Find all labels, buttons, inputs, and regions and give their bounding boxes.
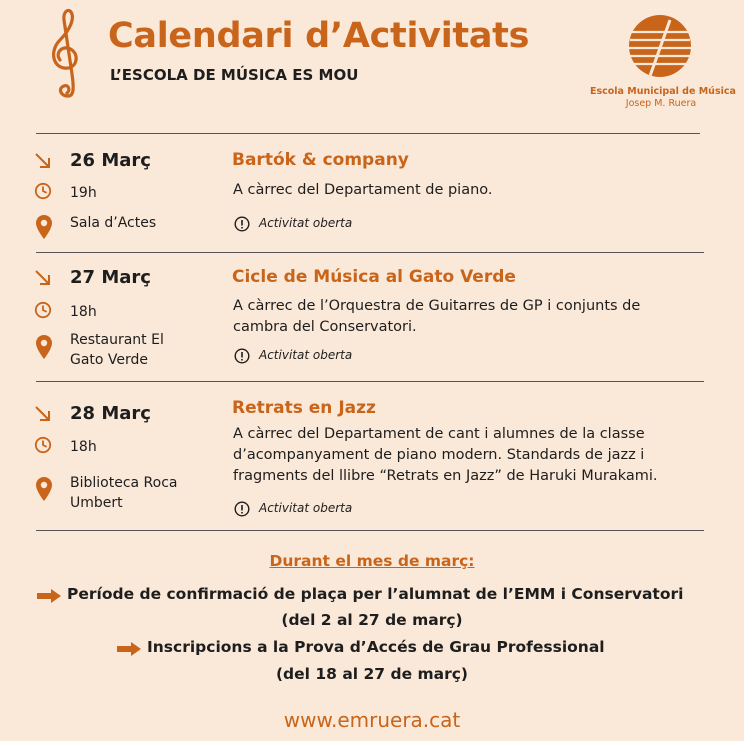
arrow-down-right-icon (34, 268, 52, 288)
notice-text: Inscripcions a la Prova d’Accés de Grau Professional (147, 638, 605, 656)
clock-icon (34, 181, 52, 201)
event-time: 19h (70, 185, 97, 201)
divider (36, 252, 704, 253)
notice-text: Període de confirmació de plaça per l’alumnat de l’EMM i Conservatori (67, 585, 684, 603)
clock-icon (34, 435, 52, 455)
arrow-right-icon (116, 642, 142, 656)
website-link[interactable]: www.emruera.cat (283, 708, 461, 732)
school-logo (628, 14, 692, 78)
event-date: 26 Març (70, 150, 151, 171)
info-circle-icon (234, 501, 250, 517)
event-time: 18h (70, 439, 97, 455)
arrow-down-right-icon (34, 151, 52, 171)
event-status: Activitat oberta (259, 348, 353, 362)
divider (36, 133, 700, 134)
event-description: A càrrec del Departament de cant i alumnes de la classe d’acompanyament de piano modern. Standards de jazz i fragments del llibre “Retrats en Jazz” de Haruki Murakami. (233, 426, 658, 484)
event-description: A càrrec del Departament de piano. (233, 182, 493, 198)
divider (36, 381, 704, 382)
arrow-down-right-icon (34, 404, 52, 424)
school-name: Escola Municipal de Música (590, 86, 736, 97)
page-title: Calendari d’Activitats (108, 16, 530, 56)
event-date: 28 Març (70, 403, 151, 424)
event-title: Retrats en Jazz (232, 398, 376, 418)
divider (36, 530, 704, 531)
location-pin-icon (35, 213, 53, 241)
event-place: Sala d’Actes (70, 215, 157, 231)
event-time: 18h (70, 304, 97, 320)
event-description: A càrrec de l’Orquestra de Guitarres de GP i conjunts de cambra del Conservatori. (233, 298, 641, 335)
event-date: 27 Març (70, 267, 151, 288)
notices-heading: Durant el mes de març: (269, 552, 475, 570)
event-place: Restaurant El Gato Verde (70, 332, 164, 368)
school-subname: Josep M. Ruera (625, 98, 697, 109)
event-status: Activitat oberta (259, 216, 353, 230)
location-pin-icon (35, 333, 53, 361)
notice-dates: (del 18 al 27 de març) (275, 665, 469, 683)
location-pin-icon (35, 475, 53, 503)
page-subtitle: L’ESCOLA DE MÚSICA ES MOU (110, 66, 359, 84)
info-circle-icon (234, 216, 250, 232)
clock-icon (34, 300, 52, 320)
treble-clef-icon (46, 4, 86, 100)
event-title: Cicle de Música al Gato Verde (232, 267, 516, 287)
notice-dates: (del 2 al 27 de març) (281, 611, 463, 629)
event-status: Activitat oberta (259, 501, 353, 515)
info-circle-icon (234, 348, 250, 364)
event-place: Biblioteca Roca Umbert (70, 475, 178, 511)
arrow-right-icon (36, 589, 62, 603)
event-title: Bartók & company (232, 150, 409, 170)
